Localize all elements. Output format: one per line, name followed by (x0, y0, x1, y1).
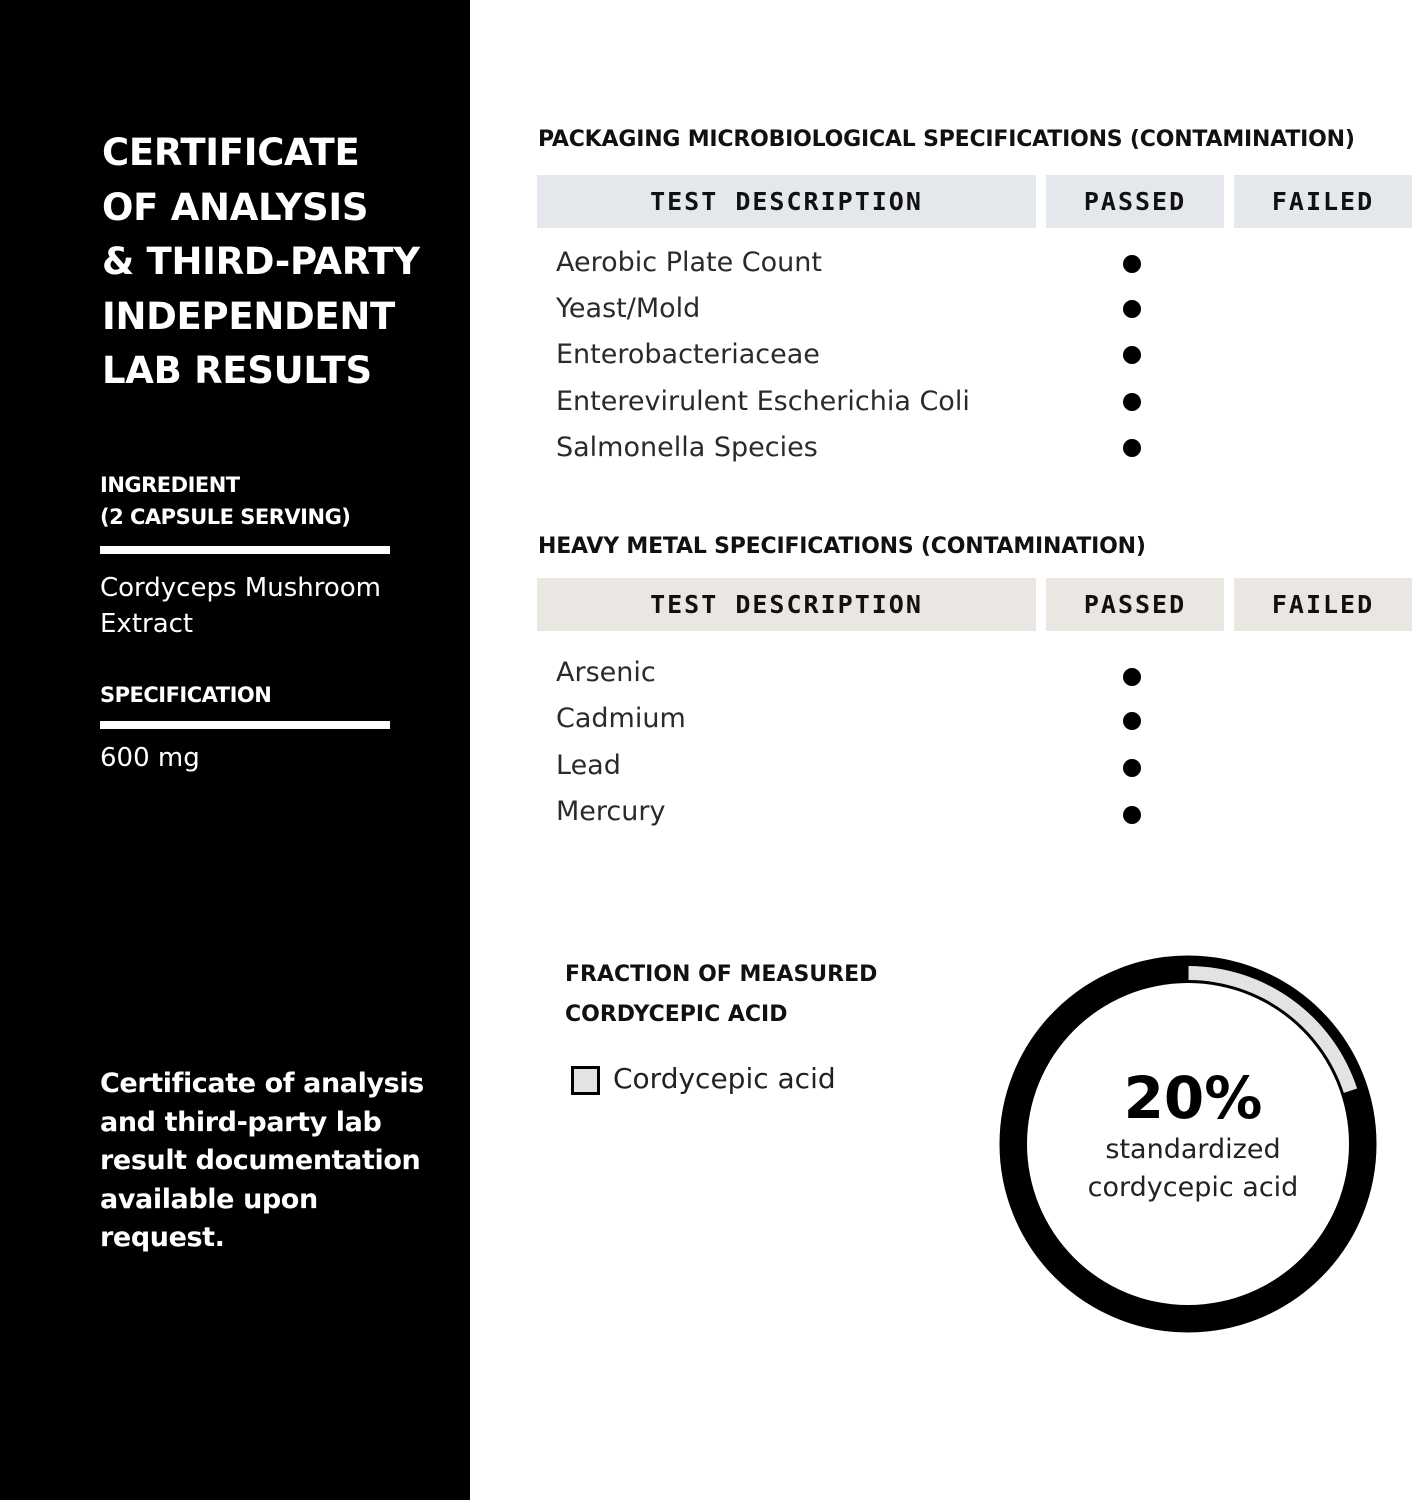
metal-header-failed: FAILED (1234, 578, 1412, 631)
title-line: INDEPENDENT (102, 294, 395, 338)
note-line: request. (100, 1222, 225, 1253)
metal-row-label: Arsenic (556, 657, 656, 688)
donut-caption-line: standardized (1105, 1134, 1281, 1165)
donut-center-value: 20% (1123, 1064, 1263, 1132)
passed-dot-icon (1123, 439, 1141, 457)
legend-label: Cordycepic acid (613, 1062, 836, 1095)
ingredient-label-line: INGREDIENT (100, 473, 240, 497)
title-line: LAB RESULTS (102, 349, 372, 392)
page-title (102, 126, 462, 399)
passed-dot-icon (1123, 759, 1141, 777)
metal-header-passed: PASSED (1046, 578, 1224, 631)
donut-caption-line: cordycepic acid (1087, 1172, 1299, 1203)
passed-dot-icon (1123, 712, 1141, 730)
micro-row-label: Aerobic Plate Count (556, 247, 822, 278)
title-line: & THIRD-PARTY (102, 240, 420, 283)
ingredient-value (100, 570, 381, 642)
chart-title-line: FRACTION OF MEASURED (565, 962, 878, 987)
note-line: Certificate of analysis (100, 1068, 424, 1099)
sidebar (0, 0, 470, 1500)
ingredient-label-line: (2 CAPSULE SERVING) (100, 505, 351, 529)
specification-divider (100, 721, 390, 729)
chart-title-line: CORDYCEPIC ACID (565, 1002, 788, 1027)
donut-center-label (1053, 1065, 1333, 1207)
passed-dot-icon (1123, 300, 1141, 318)
passed-dot-icon (1123, 806, 1141, 824)
donut-center-caption (1053, 1131, 1333, 1207)
metal-row-label: Mercury (556, 796, 666, 827)
micro-row-label: Enterobacteriaceae (556, 339, 820, 370)
title-line: CERTIFICATE (102, 131, 360, 174)
metal-row-label: Cadmium (556, 703, 686, 734)
legend-swatch (571, 1066, 600, 1095)
passed-dot-icon (1123, 393, 1141, 411)
ingredient-value-line: Cordyceps Mushroom (100, 573, 381, 603)
micro-header-passed: PASSED (1046, 175, 1224, 228)
micro-row-label: Salmonella Species (556, 432, 818, 463)
note-line: result documentation (100, 1145, 421, 1176)
passed-dot-icon (1123, 668, 1141, 686)
availability-note (100, 1065, 440, 1258)
ingredient-divider (100, 546, 390, 554)
micro-header-failed: FAILED (1234, 175, 1412, 228)
micro-row-label: Yeast/Mold (556, 293, 701, 324)
micro-header-test-description: TEST DESCRIPTION (537, 175, 1036, 228)
heavy-metal-heading: HEAVY METAL SPECIFICATIONS (CONTAMINATION) (538, 534, 1146, 559)
passed-dot-icon (1123, 346, 1141, 364)
specification-value: 600 mg (100, 743, 200, 773)
title-line: OF ANALYSIS (102, 185, 369, 229)
microbiological-heading: PACKAGING MICROBIOLOGICAL SPECIFICATIONS (CONTAMINATION) (538, 127, 1355, 152)
chart-title (565, 955, 877, 1035)
metal-header-test-description: TEST DESCRIPTION (537, 578, 1036, 631)
ingredient-label (100, 469, 350, 533)
metal-row-label: Lead (556, 750, 621, 781)
note-line: and third-party lab (100, 1106, 382, 1138)
micro-row-label: Enterevirulent Escherichia Coli (556, 386, 970, 417)
specification-label: SPECIFICATION (100, 683, 272, 707)
ingredient-value-line: Extract (100, 609, 194, 639)
note-line: available upon (100, 1183, 318, 1215)
passed-dot-icon (1123, 255, 1141, 273)
